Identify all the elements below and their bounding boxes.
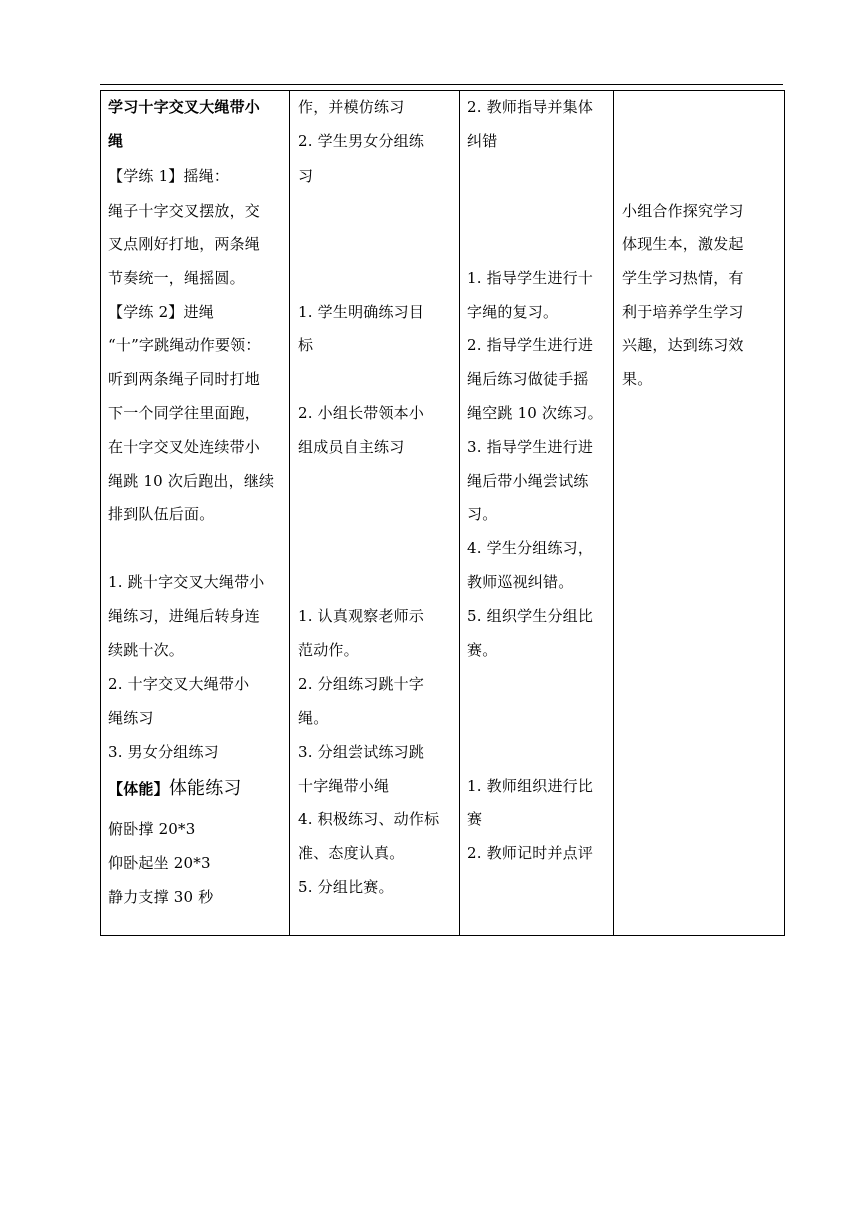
text-line: 叉点刚好打地，两条绳 <box>108 235 261 253</box>
text-line: 3. 指导学生进行进 <box>467 438 594 456</box>
header-rule <box>100 84 783 85</box>
text-line: 兴趣，达到练习效 <box>622 336 744 354</box>
text-line: 2. 分组练习跳十字 <box>298 675 425 693</box>
text-line: 果。 <box>622 370 653 388</box>
text-line: 3. 男女分组练习 <box>108 743 219 761</box>
text-line: 2. 教师记时并点评 <box>467 844 594 862</box>
text-line: 俯卧撑 20*3 <box>108 820 196 838</box>
text-line: 纠错 <box>467 132 498 150</box>
text-line: 节奏统一，绳摇圆。 <box>108 269 245 287</box>
text-line: 体现生本，激发起 <box>622 235 744 253</box>
text-line: 静力支撑 30 秒 <box>108 888 214 906</box>
content-cell <box>101 91 290 936</box>
text-line: 2. 十字交叉大绳带小 <box>108 675 250 693</box>
text-line: 4. 学生分组练习， <box>467 539 594 557</box>
text-line: 字绳的复习。 <box>467 303 559 321</box>
text-line: 3. 分组尝试练习跳 <box>298 743 425 761</box>
text-line: 绳练习，进绳后转身连 <box>108 607 261 625</box>
text-line: 赛。 <box>467 641 498 659</box>
section-title-cont: 绳 <box>108 132 124 150</box>
text-line: 2. 教师指导并集体 <box>467 98 594 116</box>
teacher-activity-cell <box>460 91 614 936</box>
text-line: 赛 <box>467 810 483 828</box>
design-intent-cell <box>614 91 785 936</box>
text-line: 绳子十字交叉摆放，交 <box>108 202 261 220</box>
text-line: 学生学习热情，有 <box>622 269 744 287</box>
text-line: 4. 积极练习、动作标 <box>298 810 440 828</box>
text-line: 续跳十次。 <box>108 641 185 659</box>
text-line: 1. 指导学生进行十 <box>467 269 594 287</box>
text-line: 听到两条绳子同时打地 <box>108 370 261 388</box>
text-line: 2. 学生男女分组练 <box>298 132 425 150</box>
text-line: 1. 跳十字交叉大绳带小 <box>108 573 265 591</box>
text-line: 绳跳 10 次后跑出，继续 <box>108 472 275 490</box>
text-line: 利于培养学生学习 <box>622 303 744 321</box>
section-title: 学习十字交叉大绳带小 <box>108 98 261 116</box>
text-line: 绳后练习做徒手摇 <box>467 370 589 388</box>
text-line: 教师巡视纠错。 <box>467 573 574 591</box>
text-line: 小组合作探究学习 <box>622 202 744 220</box>
text-line: 绳。 <box>298 709 329 727</box>
lesson-plan-table <box>100 90 785 936</box>
text-line: 下一个同学往里面跑， <box>108 404 261 422</box>
text-line: 1. 认真观察老师示 <box>298 607 425 625</box>
text-line: 习 <box>298 167 314 185</box>
table-row <box>101 91 785 936</box>
text-line: 绳空跳 10 次练习。 <box>467 404 603 422</box>
text-line: 作，并模仿练习 <box>298 98 405 116</box>
text-line: 排到队伍后面。 <box>108 505 215 523</box>
student-activity-cell <box>290 91 460 936</box>
text-line: 在十字交叉处连续带小 <box>108 438 261 456</box>
text-line: 【学练 2】进绳 <box>108 303 214 321</box>
text-line: “十”字跳绳动作要领： <box>108 336 261 354</box>
text-line: 2. 小组长带领本小 <box>298 404 425 422</box>
text-line: 绳练习 <box>108 709 154 727</box>
text-line: 标 <box>298 336 314 354</box>
text-line: 1. 教师组织进行比 <box>467 777 594 795</box>
fitness-title: 体能练习 <box>168 778 242 799</box>
text-line: 绳后带小绳尝试练 <box>467 472 589 490</box>
text-line: 5. 分组比赛。 <box>298 878 394 896</box>
text-line: 范动作。 <box>298 641 359 659</box>
text-line: 仰卧起坐 20*3 <box>108 854 211 872</box>
text-line: 组成员自主练习 <box>298 438 405 456</box>
fitness-heading <box>108 779 242 799</box>
fitness-tag: 【体能】 <box>108 780 169 798</box>
text-line: 2. 指导学生进行进 <box>467 336 594 354</box>
text-line: 5. 组织学生分组比 <box>467 607 594 625</box>
text-line: 1. 学生明确练习目 <box>298 303 425 321</box>
text-line: 【学练 1】摇绳： <box>108 167 230 185</box>
text-line: 准、态度认真。 <box>298 844 405 862</box>
text-line: 习。 <box>467 505 498 523</box>
text-line: 十字绳带小绳 <box>298 777 390 795</box>
